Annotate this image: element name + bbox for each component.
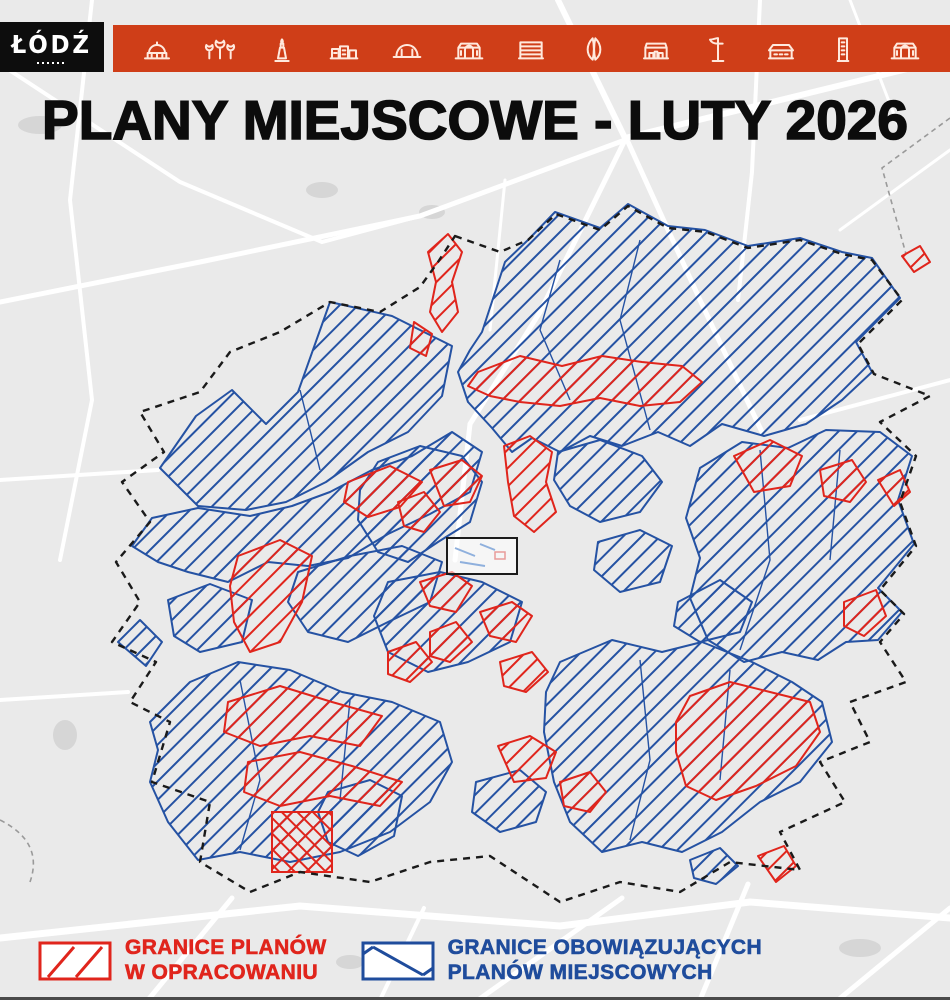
legend-in-preparation [38, 936, 327, 986]
legend [38, 936, 762, 986]
legend-text-line: GRANICE PLANÓW [125, 936, 327, 960]
gate-building-icon [887, 33, 923, 65]
palace-icon [638, 33, 674, 65]
legend-text-line: GRANICE OBOWIĄZUJĄCYCH [447, 936, 763, 960]
monument-icon [264, 33, 300, 65]
draft-plan-crosshatch [272, 812, 332, 872]
city-blocks-icon [326, 33, 362, 65]
red-hatch-swatch-icon [38, 941, 112, 981]
page-title: PLANY MIEJSCOWE - LUTY 2026 [42, 89, 908, 151]
diving-tower-icon [700, 33, 736, 65]
legend-in-preparation-label [125, 936, 327, 986]
blue-hatch-swatch-icon [361, 941, 435, 981]
leaf-icon [576, 33, 612, 65]
tower-block-icon [825, 33, 861, 65]
legend-text-line: W OPRACOWANIU [125, 961, 319, 985]
city-centre-inset [447, 538, 517, 574]
arena-icon [389, 33, 425, 65]
striped-hall-icon [513, 33, 549, 65]
lodz-logo-text: ŁÓDŹ [11, 30, 93, 59]
legend-existing [361, 936, 762, 986]
lodz-logo-subtext [37, 62, 67, 64]
legend-text-line: PLANÓW MIEJSCOWYCH [447, 961, 713, 985]
lodz-logo [0, 22, 104, 72]
landmark-banner [113, 25, 950, 72]
station-canopy-icon [202, 33, 238, 65]
villa-icon [763, 33, 799, 65]
gate-building-icon [451, 33, 487, 65]
legend-existing-label [448, 936, 762, 986]
market-hall-icon [139, 33, 175, 65]
